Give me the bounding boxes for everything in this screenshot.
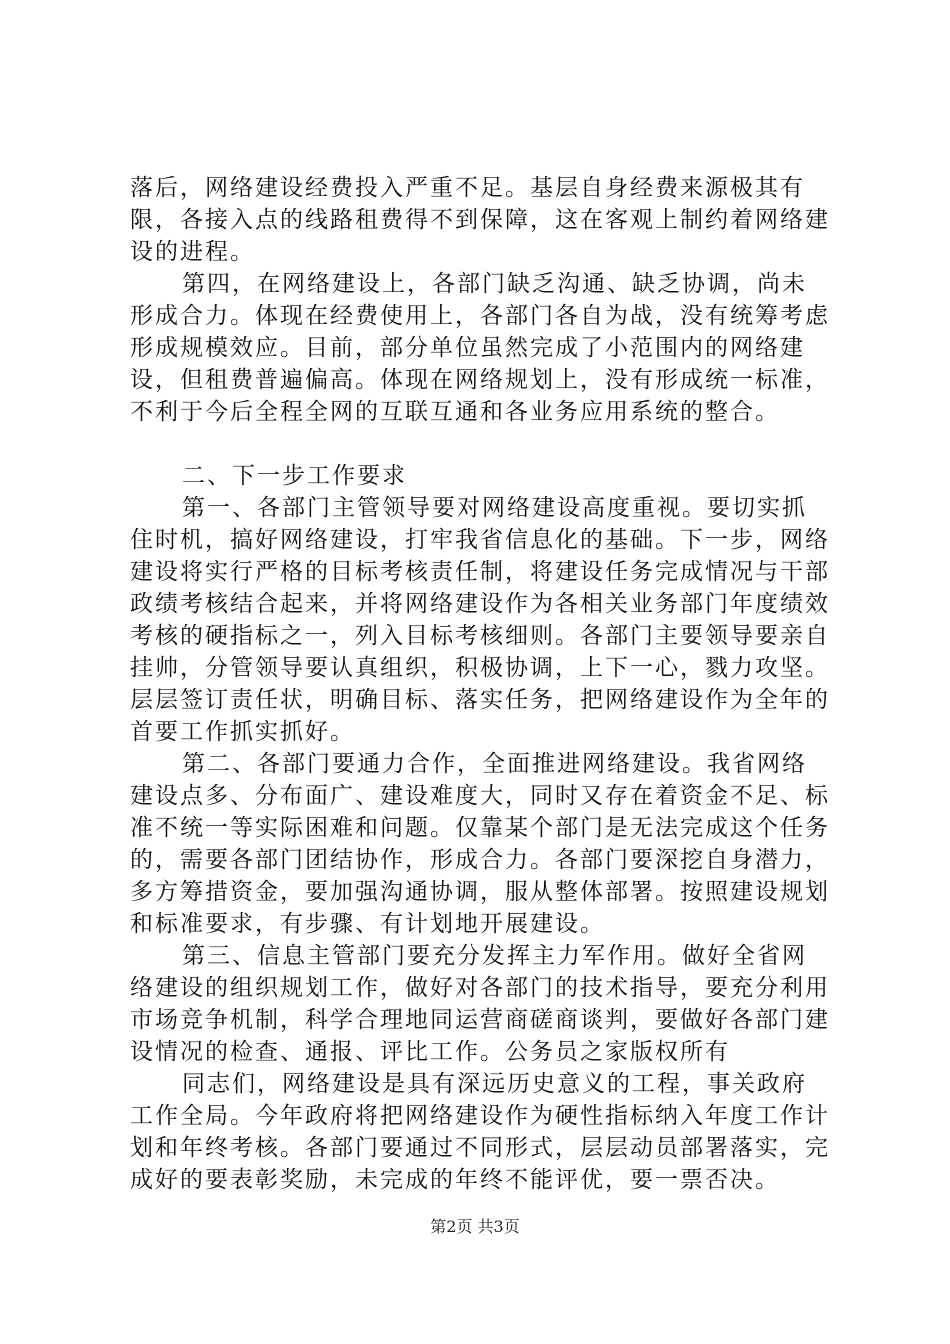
- document-body: [130, 172, 830, 1196]
- paragraph-continuation: 落后，网络建设经费投入严重不足。基层自身经费来源极其有限，各接入点的线路租费得不到保障，这在客观上制约着网络建设的进程。: [130, 175, 830, 265]
- paragraph-first-requirement: 第一、各部门主管领导要对网络建设高度重视。要切实抓住时机，搞好网络建设，打牢我省信息化的基础。下一步，网络建设将实行严格的目标考核责任制，将建设任务完成情况与干部政绩考核结合起来，并将网络建设作为各相关业务部门年度绩效考核的硬指标之一，列入目标考核细则。各部门主要领导要亲自挂帅，分管领导要认真组织，积极协调，上下一心，戮力攻坚。层层签订责任状，明确目标、落实任务，把网络建设作为全年的首要工作抓实抓好。: [130, 495, 830, 745]
- paragraph-closing: 同志们，网络建设是具有深远历史意义的工程，事关政府工作全局。今年政府将把网络建设作为硬性指标纳入年度工作计划和年终考核。各部门要通过不同形式，层层动员部署落实，完成好的要表彰奖励，未完成的年终不能评优，要一票否决。: [130, 1071, 830, 1193]
- section-heading: 二、下一步工作要求: [182, 463, 407, 489]
- page-number-footer: 第2页 共3页: [430, 1217, 520, 1236]
- paragraph-fourth-point: 第四，在网络建设上，各部门缺乏沟通、缺乏协调，尚未形成合力。体现在经费使用上，各部门各自为战，没有统筹考虑形成规模效应。目前，部分单位虽然完成了小范围内的网络建设，但租费普遍偏高。体现在网络规划上，没有形成统一标准，不利于今后全程全网的互联互通和各业务应用系统的整合。: [130, 271, 830, 425]
- paragraph-second-requirement: 第二、各部门要通力合作，全面推进网络建设。我省网络建设点多、分布面广、建设难度大，同时又存在着资金不足、标准不统一等实际困难和问题。仅靠某个部门是无法完成这个任务的，需要各部门团结协作，形成合力。各部门要深挖自身潜力，多方筹措资金，要加强沟通协调，服从整体部署。按照建设规划和标准要求，有步骤、有计划地开展建设。: [130, 751, 830, 937]
- paragraph-third-requirement: 第三、信息主管部门要充分发挥主力军作用。做好全省网络建设的组织规划工作，做好对各部门的技术指导，要充分利用市场竞争机制，科学合理地同运营商磋商谈判，要做好各部门建设情况的检查、通报、评比工作。公务员之家版权所有: [130, 943, 830, 1065]
